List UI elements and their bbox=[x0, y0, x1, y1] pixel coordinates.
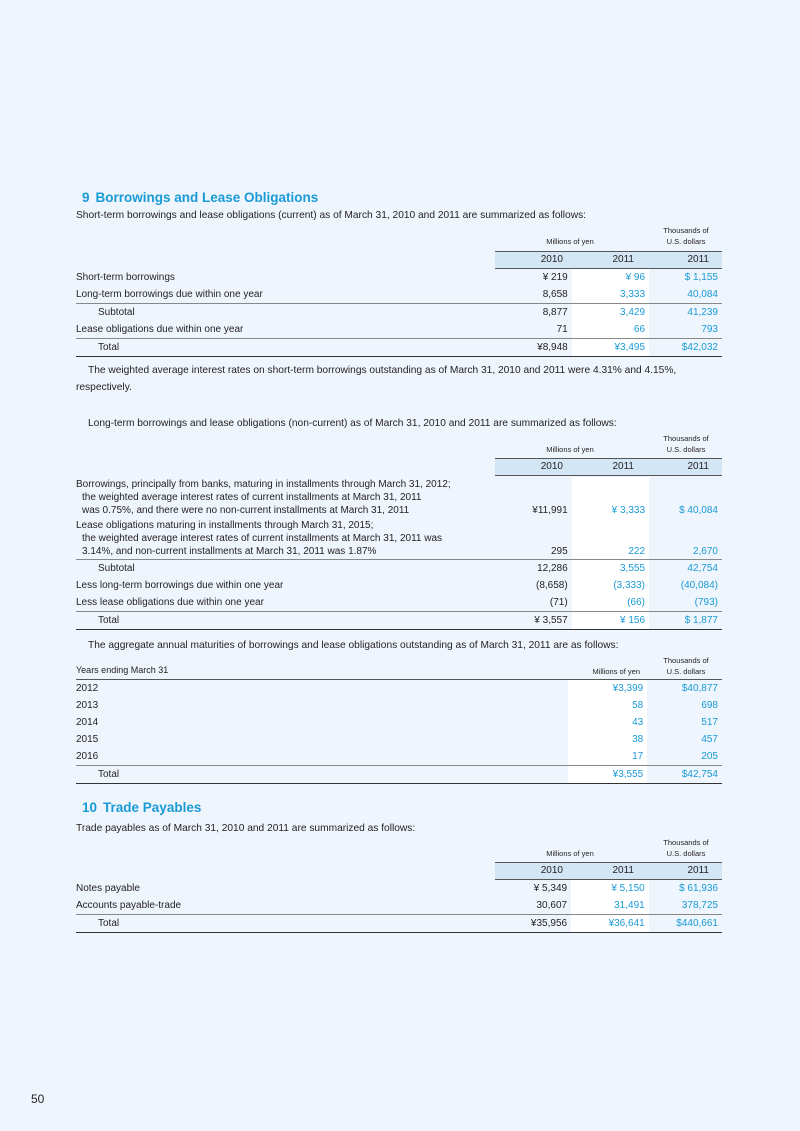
row-label: 2016 bbox=[76, 751, 99, 762]
units-usd-line2: U.S. dollars bbox=[666, 849, 706, 858]
table-row bbox=[76, 577, 722, 594]
cell-2011: ¥ 96 bbox=[572, 269, 649, 286]
cell-2010: (8,658) bbox=[535, 580, 568, 591]
cell-2011: 222 bbox=[572, 518, 649, 560]
row-label bbox=[76, 518, 495, 560]
cell-2011: ¥ 5,150 bbox=[571, 880, 649, 897]
section-heading: Trade Payables bbox=[103, 800, 202, 815]
units-usd-line1: Thousands of bbox=[663, 226, 709, 235]
table-row bbox=[76, 748, 722, 766]
cell-usd: $ 40,084 bbox=[679, 505, 718, 516]
cell-usd: $42,754 bbox=[647, 766, 722, 784]
row-label-line: Borrowings, principally from banks, maturing in installments through March 31, 2012; bbox=[76, 479, 451, 490]
cell-yen: ¥3,555 bbox=[568, 766, 648, 784]
units-usd bbox=[650, 655, 722, 677]
col-2011-yen: 2011 bbox=[612, 254, 634, 265]
cell-usd: $42,032 bbox=[649, 339, 722, 357]
row-label: 2014 bbox=[76, 717, 99, 728]
units-usd-line1: Thousands of bbox=[663, 656, 709, 665]
cell-2010: 8,877 bbox=[495, 304, 571, 322]
row-label: Short-term borrowings bbox=[76, 272, 175, 283]
units-usd bbox=[650, 837, 722, 859]
row-label: 2013 bbox=[76, 700, 99, 711]
cell-2011: 3,555 bbox=[572, 560, 649, 578]
row-label: Notes payable bbox=[76, 883, 140, 894]
row-label: Subtotal bbox=[76, 560, 495, 578]
units-yen: Millions of yen bbox=[546, 237, 594, 246]
units-usd-line2: U.S. dollars bbox=[666, 237, 706, 246]
current-borrowings-table bbox=[76, 269, 722, 357]
cell-2011: 66 bbox=[572, 321, 649, 339]
table-row bbox=[76, 680, 722, 697]
row-label: Total bbox=[76, 766, 568, 784]
cell-yen: 17 bbox=[568, 748, 648, 766]
table-row bbox=[76, 477, 722, 518]
table-row bbox=[76, 594, 722, 612]
intro-noncurrent: Long-term borrowings and lease obligations (non-current) as of March 31, 2010 and 2011 are summarized as follows: bbox=[88, 418, 617, 429]
units-usd-line2: U.S. dollars bbox=[666, 667, 706, 676]
table-row bbox=[76, 321, 722, 339]
table-row bbox=[76, 766, 722, 784]
cell-usd: $ 1,155 bbox=[684, 272, 718, 283]
maturities-table bbox=[76, 680, 722, 784]
cell-2011: (66) bbox=[572, 594, 649, 612]
units-yen: Millions of yen bbox=[546, 849, 594, 858]
cell-2011: ¥ 3,333 bbox=[572, 477, 649, 518]
trade-payables-table bbox=[76, 880, 722, 933]
table-row bbox=[76, 518, 722, 560]
cell-usd: 42,754 bbox=[649, 560, 722, 578]
row-label bbox=[76, 477, 495, 518]
table-row bbox=[76, 304, 722, 322]
column-header-bar bbox=[495, 862, 722, 880]
row-label-line: 3.14%, and non-current installments at March 31, 2011 was 1.87% bbox=[82, 546, 377, 557]
units-yen: Millions of yen bbox=[546, 445, 594, 454]
cell-2011: ¥3,495 bbox=[572, 339, 649, 357]
table-row bbox=[76, 714, 722, 731]
cell-yen: ¥3,399 bbox=[568, 680, 648, 697]
row-label-line: the weighted average interest rates of current installments at March 31, 2011 was bbox=[82, 533, 443, 544]
cell-2010: ¥ 5,349 bbox=[533, 883, 568, 894]
row-label-line: was 0.75%, and there were no non-current installments at March 31, 2011 bbox=[82, 505, 410, 516]
cell-yen: 58 bbox=[568, 697, 648, 714]
table-row bbox=[76, 915, 722, 933]
cell-usd: 457 bbox=[701, 734, 718, 745]
cell-usd: $440,661 bbox=[649, 915, 722, 933]
row-label: 2012 bbox=[76, 683, 99, 694]
units-yen: Millions of yen bbox=[592, 667, 640, 676]
section-10-title bbox=[82, 800, 201, 815]
cell-usd: 378,725 bbox=[681, 900, 718, 911]
row-label: Total bbox=[76, 612, 495, 630]
cell-2010: ¥35,956 bbox=[494, 915, 571, 933]
table-row bbox=[76, 269, 722, 286]
col-2011-usd: 2011 bbox=[687, 461, 709, 472]
row-label: Total bbox=[76, 915, 494, 933]
cell-2011: ¥ 156 bbox=[572, 612, 649, 630]
cell-2011: 31,491 bbox=[571, 897, 649, 915]
table-row bbox=[76, 339, 722, 357]
row-label: 2015 bbox=[76, 734, 99, 745]
cell-usd: (793) bbox=[694, 597, 718, 608]
row-label: Less long-term borrowings due within one year bbox=[76, 580, 284, 591]
row-label: Long-term borrowings due within one year bbox=[76, 289, 263, 300]
section-heading: Borrowings and Lease Obligations bbox=[95, 190, 319, 205]
row-label: Lease obligations due within one year bbox=[76, 324, 244, 335]
noncurrent-borrowings-table bbox=[76, 477, 722, 630]
units-usd-line1: Thousands of bbox=[663, 434, 709, 443]
cell-2010: 12,286 bbox=[495, 560, 572, 578]
cell-usd: 2,670 bbox=[692, 546, 718, 557]
row-label: Subtotal bbox=[76, 304, 495, 322]
page-number: 50 bbox=[31, 1092, 45, 1106]
col-2011-yen: 2011 bbox=[612, 865, 634, 876]
cell-usd: (40,084) bbox=[680, 580, 718, 591]
col-2010: 2010 bbox=[540, 865, 563, 876]
cell-2010: ¥ 3,557 bbox=[495, 612, 572, 630]
table-row bbox=[76, 286, 722, 304]
rates-note: The weighted average interest rates on short-term borrowings outstanding as of March 31, 2010 and 2011 were 4.31% and 4.15%, respectively. bbox=[76, 365, 677, 393]
section-9-title bbox=[82, 190, 318, 205]
cell-usd: 698 bbox=[701, 700, 718, 711]
maturity-header-years: Years ending March 31 bbox=[76, 665, 169, 675]
table-row bbox=[76, 731, 722, 748]
table-row bbox=[76, 560, 722, 578]
table-row bbox=[76, 697, 722, 714]
cell-yen: 38 bbox=[568, 731, 648, 748]
column-header-bar bbox=[495, 458, 722, 476]
cell-2010: 71 bbox=[556, 324, 568, 335]
cell-2010: 8,658 bbox=[542, 289, 568, 300]
cell-usd: 41,239 bbox=[649, 304, 722, 322]
table-row bbox=[76, 880, 722, 897]
section-number: 10 bbox=[82, 800, 98, 815]
cell-usd: 793 bbox=[701, 324, 718, 335]
column-header-bar bbox=[495, 251, 722, 269]
units-usd bbox=[650, 433, 722, 455]
cell-2010: 30,607 bbox=[536, 900, 568, 911]
table-row bbox=[76, 612, 722, 630]
units-usd bbox=[650, 225, 722, 247]
row-label: Less lease obligations due within one year bbox=[76, 597, 264, 608]
intro-maturities: The aggregate annual maturities of borrowings and lease obligations outstanding as of March 31, 2011 are as follows: bbox=[88, 640, 619, 651]
cell-2011: 3,333 bbox=[572, 286, 649, 304]
cell-2011: 3,429 bbox=[572, 304, 649, 322]
row-label: Accounts payable-trade bbox=[76, 900, 182, 911]
cell-usd: 40,084 bbox=[687, 289, 718, 300]
col-2010: 2010 bbox=[540, 461, 563, 472]
table-row bbox=[76, 897, 722, 915]
row-label: Total bbox=[76, 339, 495, 357]
cell-usd: $40,877 bbox=[681, 683, 718, 694]
col-2011-yen: 2011 bbox=[612, 461, 634, 472]
intro-current: Short-term borrowings and lease obligations (current) as of March 31, 2010 and 2011 are summarized as follows: bbox=[76, 210, 587, 221]
cell-2010: ¥8,948 bbox=[495, 339, 571, 357]
col-2011-usd: 2011 bbox=[687, 254, 709, 265]
cell-usd: 205 bbox=[701, 751, 718, 762]
cell-2011: (3,333) bbox=[572, 577, 649, 594]
cell-2011: ¥36,641 bbox=[571, 915, 649, 933]
cell-yen: 43 bbox=[568, 714, 648, 731]
row-label-line: Lease obligations maturing in installments through March 31, 2015; bbox=[76, 520, 374, 531]
cell-2010: 295 bbox=[550, 546, 568, 557]
cell-2010: ¥ 219 bbox=[542, 272, 568, 283]
cell-usd: 517 bbox=[701, 717, 718, 728]
col-2011-usd: 2011 bbox=[687, 865, 709, 876]
cell-usd: $ 1,877 bbox=[649, 612, 722, 630]
cell-usd: $ 61,936 bbox=[679, 883, 718, 894]
units-usd-line2: U.S. dollars bbox=[666, 445, 706, 454]
col-2010: 2010 bbox=[540, 254, 563, 265]
intro-trade-payables: Trade payables as of March 31, 2010 and 2011 are summarized as follows: bbox=[76, 823, 416, 834]
units-usd-line1: Thousands of bbox=[663, 838, 709, 847]
section-number: 9 bbox=[82, 190, 90, 205]
cell-2010: (71) bbox=[549, 597, 568, 608]
row-label-line: the weighted average interest rates of current installments at March 31, 2011 bbox=[82, 492, 422, 503]
cell-2010: ¥11,991 bbox=[532, 505, 568, 516]
